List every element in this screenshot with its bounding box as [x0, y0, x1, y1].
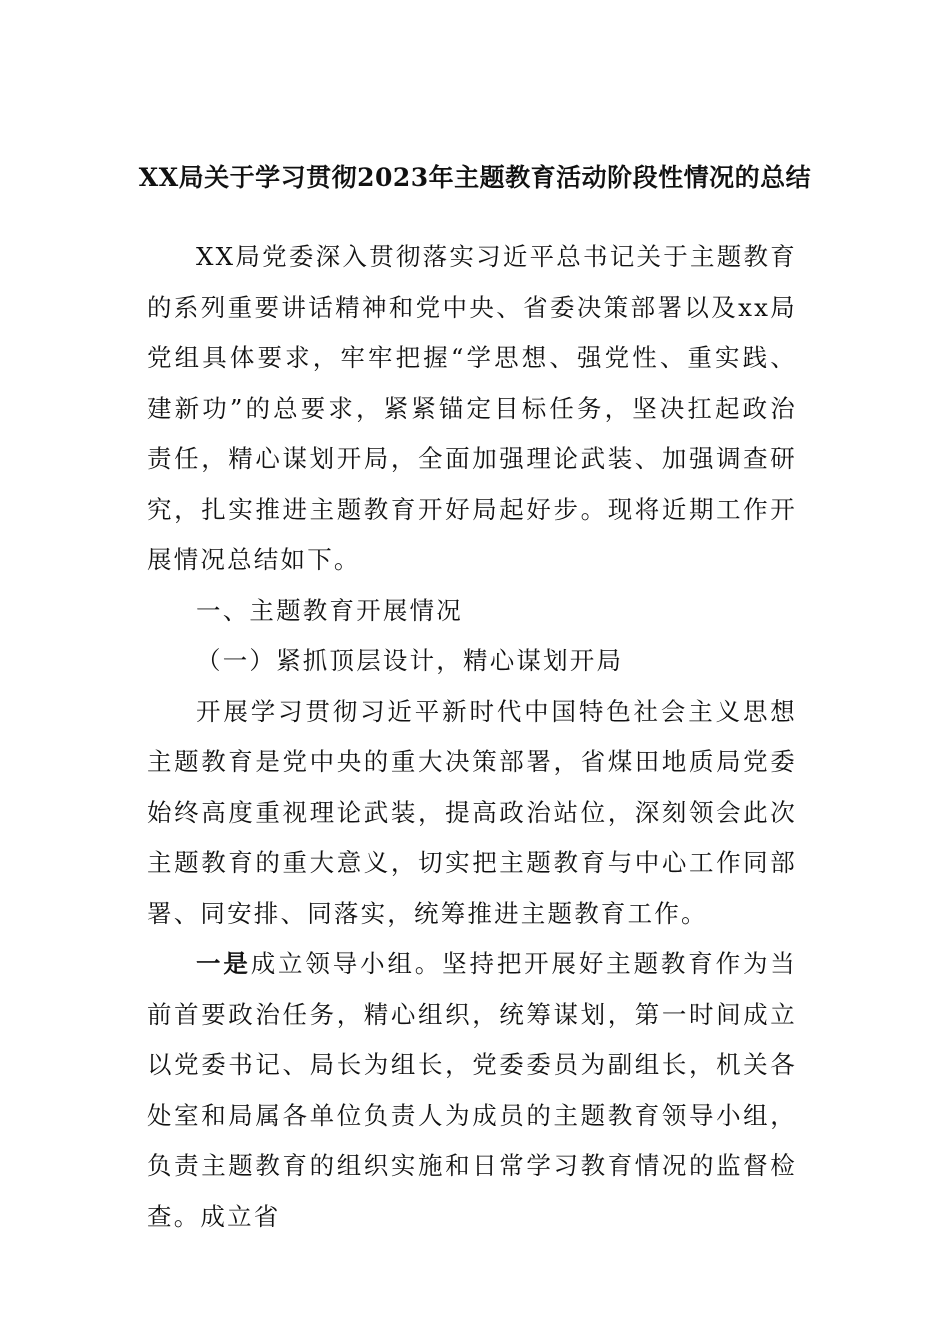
section-heading: 一、主题教育开展情况	[196, 595, 463, 625]
point-lead-text: 一是	[196, 949, 251, 978]
point-body-text: 成立领导小组。坚持把开展好主题教育作为当前首要政治任务，精心组织，统筹谋划，第一时间成立以党委书记、局长为组长，党委委员为副组长，机关各处室和局属各单位负责人为成员的主题教育领导小组，负责主题教育的组织实施和日常学习教育情况的监督检查。成立省	[147, 949, 798, 1231]
point-paragraph	[147, 939, 797, 1242]
intro-paragraph: XX局党委深入贯彻落实习近平总书记关于主题教育的系列重要讲话精神和党中央、省委决策部署以及xx局党组具体要求，牢牢把握“学思想、强党性、重实践、建新功”的总要求，紧紧锚定目标任务，坚决扛起政治责任，精心谋划开局，全面加强理论武装、加强调查研究，扎实推进主题教育开好局起好步。现将近期工作开展情况总结如下。	[147, 242, 797, 574]
document-body	[147, 232, 797, 1242]
subsection-body-paragraph: 开展学习贯彻习近平新时代中国特色社会主义思想主题教育是党中央的重大决策部署，省煤田地质局党委始终高度重视理论武装，提高政治站位，深刻领会此次主题教育的重大意义，切实把主题教育与中心工作同部署、同安排、同落实，统筹推进主题教育工作。	[147, 696, 797, 928]
document-title: XX局关于学习贯彻2023年主题教育活动阶段性情况的总结	[138, 163, 812, 192]
subsection-heading: （一）紧抓顶层设计，精心谋划开局	[196, 646, 624, 675]
